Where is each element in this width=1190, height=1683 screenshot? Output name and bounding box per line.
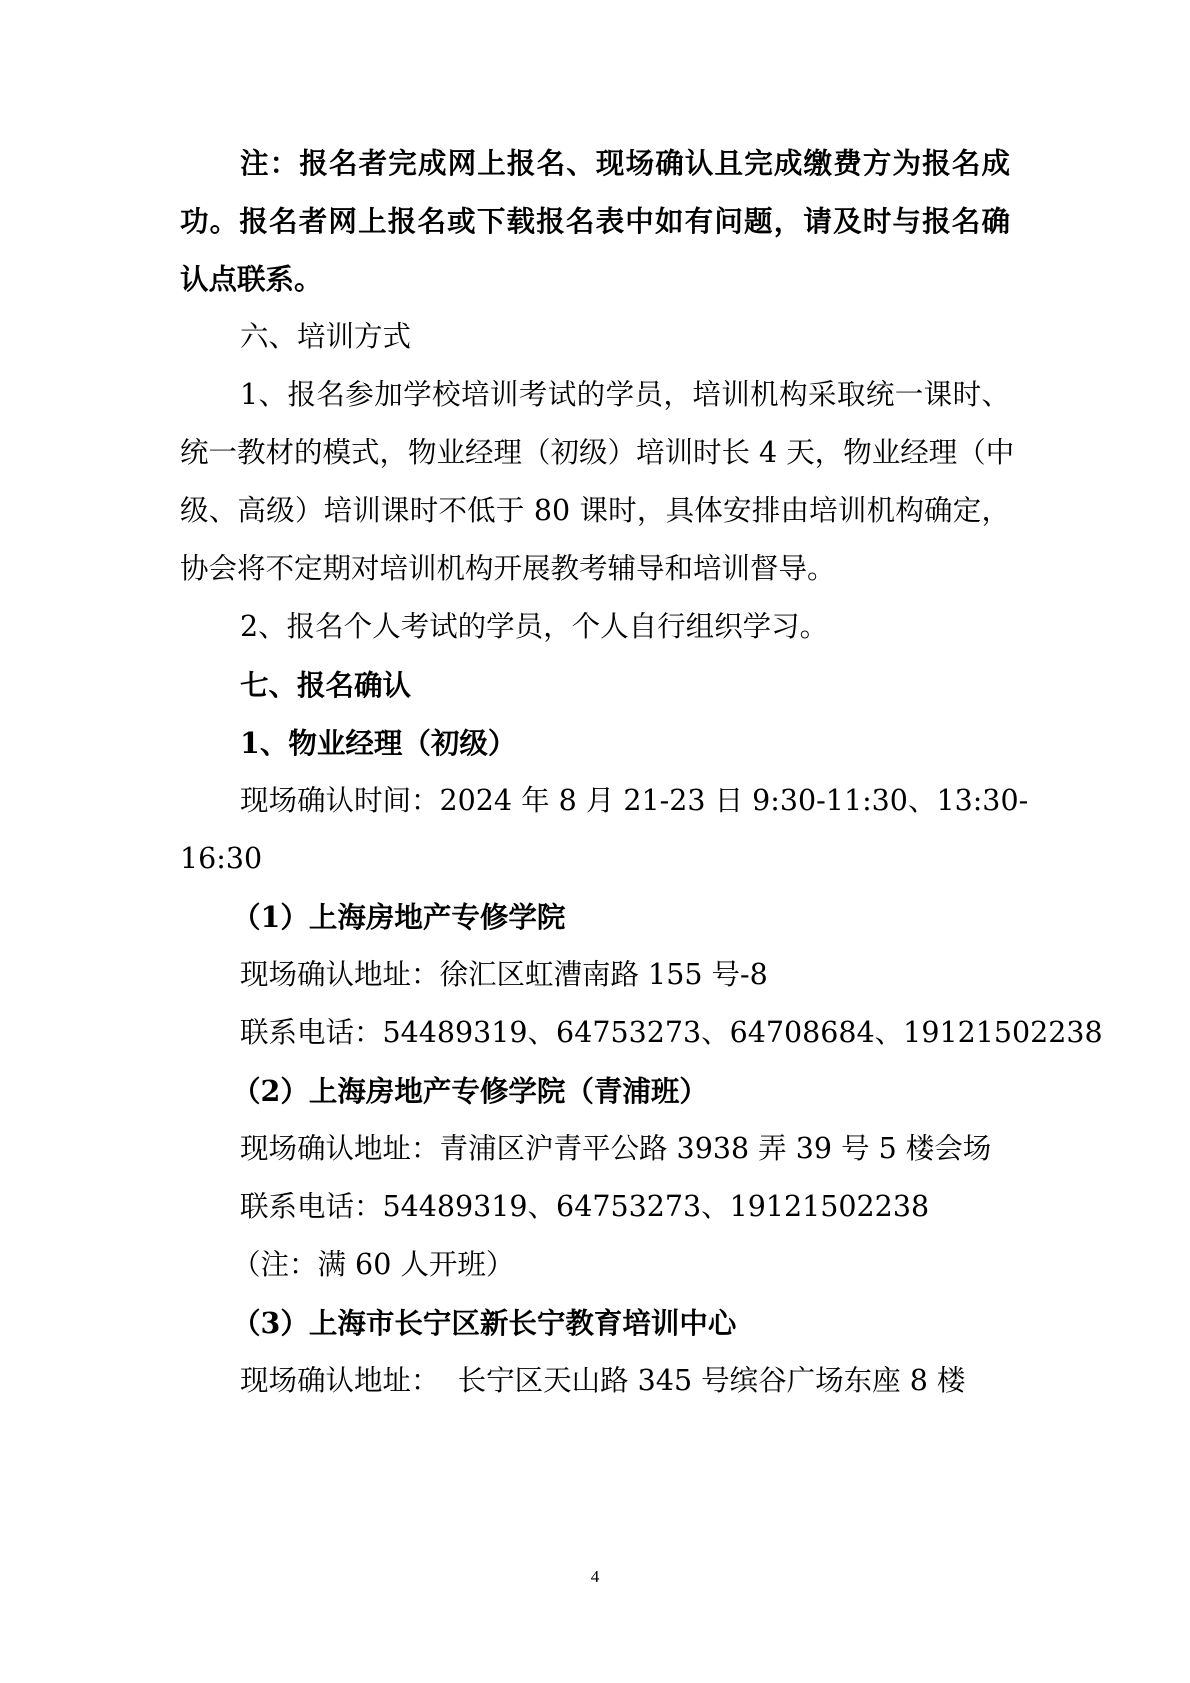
section-7-heading: 七、报名确认: [240, 668, 412, 702]
note-line-3: 认点联系。: [180, 262, 323, 296]
site-1-name: （1）上海房地产专修学院: [232, 900, 566, 934]
site-3-name: （3）上海市长宁区新长宁教育培训中心: [232, 1306, 737, 1340]
section-6-item-1-line-2: 统一教材的模式，物业经理（初级）培训时长 4 天，物业经理（中: [180, 436, 1015, 469]
site-1-phone: 联系电话：54489319、64753273、64708684、19121502238: [240, 1016, 1103, 1049]
section-6-heading: 六、培训方式: [240, 320, 412, 353]
section-6-item-1-line-3: 级、高级）培训课时不低于 80 课时，具体安排由培训机构确定，: [180, 494, 1010, 527]
section-6-item-1-line-1: 1、报名参加学校培训考试的学员，培训机构采取统一课时、: [240, 378, 1010, 411]
confirm-time-line-1: 现场确认时间：2024 年 8 月 21-23 日 9:30-11:30、13:30-: [240, 784, 1029, 817]
site-2-phone: 联系电话：54489319、64753273、19121502238: [240, 1190, 930, 1223]
subsection-heading: 1、物业经理（初级）: [240, 726, 517, 760]
note-line-1: 注：报名者完成网上报名、现场确认且完成缴费方为报名成: [240, 146, 1010, 180]
page-number: 4: [590, 1567, 600, 1586]
site-2-note: （注：满 60 人开班）: [232, 1248, 515, 1281]
note-line-2: 功。报名者网上报名或下载报名表中如有问题，请及时与报名确: [180, 204, 1010, 238]
site-2-address: 现场确认地址：青浦区沪青平公路 3938 弄 39 号 5 楼会场: [240, 1132, 992, 1165]
section-6-item-2: 2、报名个人考试的学员，个人自行组织学习。: [240, 610, 829, 643]
section-6-item-1-line-4: 协会将不定期对培训机构开展教考辅导和培训督导。: [180, 552, 836, 585]
site-1-address: 现场确认地址：徐汇区虹漕南路 155 号-8: [240, 958, 768, 991]
site-2-name: （2）上海房地产专修学院（青浦班）: [232, 1074, 708, 1108]
site-3-address: 现场确认地址： 长宁区天山路 345 号缤谷广场东座 8 楼: [240, 1364, 966, 1397]
confirm-time-line-2: 16:30: [180, 842, 263, 875]
